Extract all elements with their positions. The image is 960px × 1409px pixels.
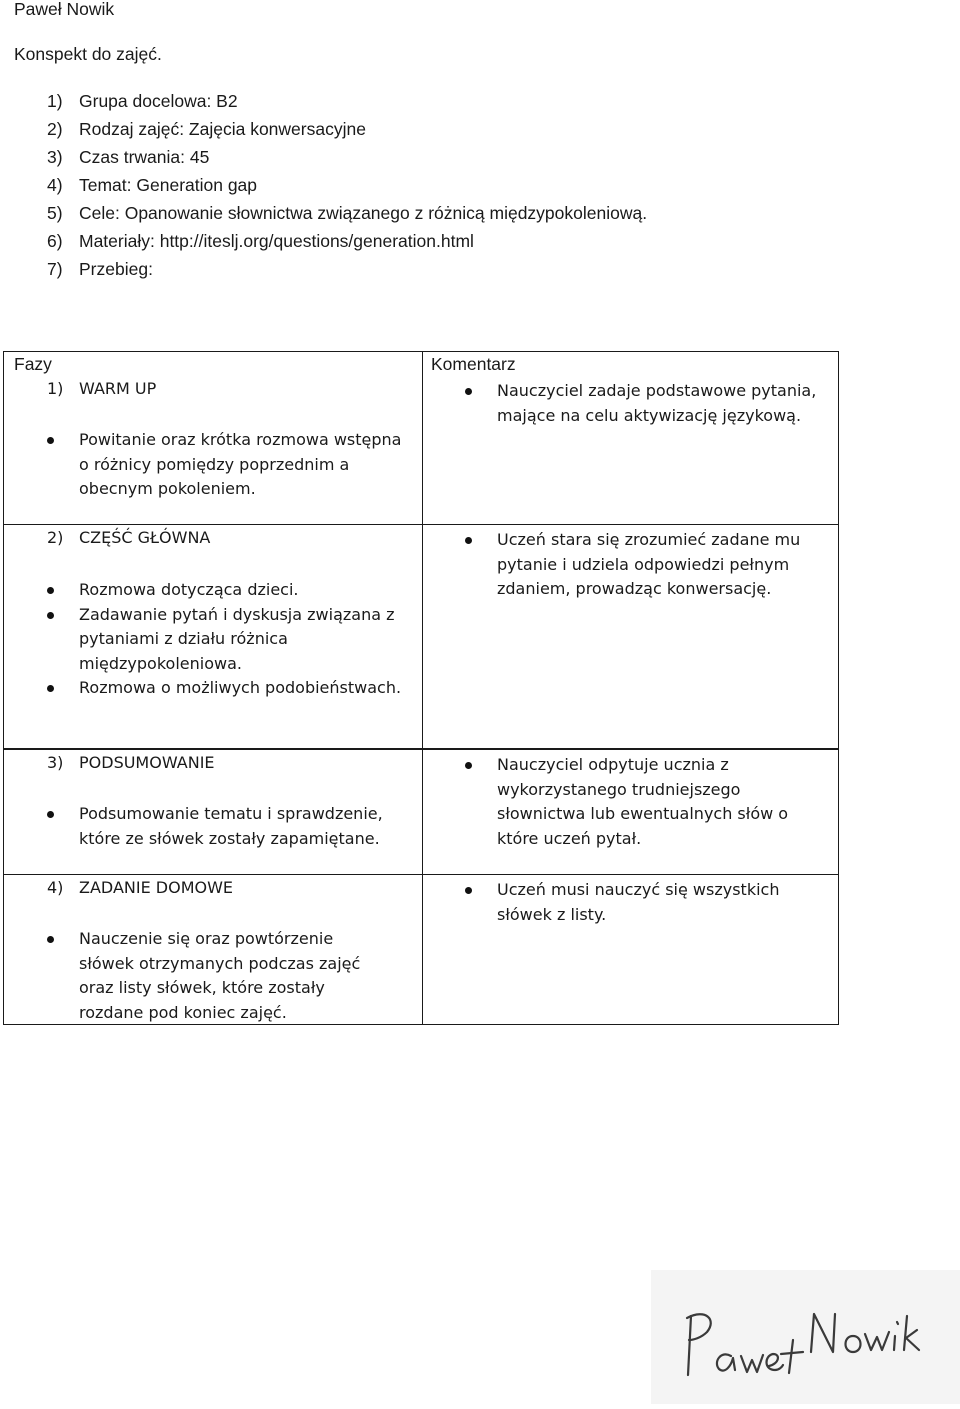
signature-image (651, 1270, 960, 1404)
outline-item-number: 4) (47, 175, 63, 195)
document-subtitle: Konspekt do zajęć. (14, 44, 162, 64)
outline-item-text: Cele: Opanowanie słownictwa związanego z różnicą międzypokoleniową. (79, 203, 648, 223)
outline-item-text: Temat: Generation gap (79, 175, 258, 195)
bullet-icon (465, 887, 472, 894)
phase-items (47, 578, 412, 701)
phase-number: 2) (47, 528, 64, 547)
phase-comments (465, 878, 795, 927)
outline-item-text[interactable]: Materiały: http://iteslj.org/questions/generation.html (79, 231, 474, 251)
bullet-icon (47, 685, 54, 692)
bullet-icon (47, 936, 54, 943)
phase-number: 3) (47, 753, 64, 772)
outline-item-number: 5) (47, 203, 63, 223)
list-item: Uczeń musi nauczyć się wszystkich słówek z listy. (465, 878, 795, 927)
list-item: Nauczenie się oraz powtórzenie słówek otrzymanych podczas zajęć oraz listy słówek, które zostały rozdane pod koniec zajęć. (47, 927, 392, 1025)
handwritten-signature (651, 1270, 960, 1404)
bullet-icon (465, 537, 472, 544)
outline-item-text: Grupa docelowa: B2 (79, 91, 238, 111)
phase-title: ZADANIE DOMOWE (79, 878, 234, 897)
outline-item-number: 1) (47, 91, 63, 111)
outline-item-number: 3) (47, 147, 63, 167)
list-item: Rozmowa o możliwych podobieństwach. (47, 676, 412, 701)
bullet-icon (47, 612, 54, 619)
phase-comments (465, 379, 825, 428)
phase-title: WARM UP (79, 379, 157, 398)
phase-number: 4) (47, 878, 64, 897)
bullet-icon (465, 762, 472, 769)
phase-title: PODSUMOWANIE (79, 753, 215, 772)
author-name: Paweł Nowik (14, 0, 115, 19)
outline-item-text: Rodzaj zajęć: Zajęcia konwersacyjne (79, 119, 366, 139)
phase-items (47, 802, 412, 851)
outline-item-text: Czas trwania: 45 (79, 147, 210, 167)
list-item: Zadawanie pytań i dyskusja związana z pytaniami z działu różnica międzypokoleniowa. (47, 603, 412, 677)
bullet-icon (47, 811, 54, 818)
outline-item-text: Przebieg: (79, 259, 153, 279)
list-item: Rozmowa dotycząca dzieci. (47, 578, 412, 603)
row-divider (3, 874, 839, 875)
list-item: Powitanie oraz krótka rozmowa wstępna o różnicy pomiędzy poprzednim a obecnym pokoleniem. (47, 428, 407, 502)
list-item: Nauczyciel zadaje podstawowe pytania, mające na celu aktywizację językową. (465, 379, 825, 428)
bullet-icon (47, 587, 54, 594)
phase-number: 1) (47, 379, 64, 398)
bullet-icon (465, 388, 472, 395)
column-divider (422, 351, 423, 749)
phase-title: CZĘŚĆ GŁÓWNA (79, 528, 211, 547)
list-item: Nauczyciel odpytuje ucznia z wykorzystanego trudniejszego słownictwa lub ewentualnych słów o które uczeń pytał. (465, 753, 805, 851)
column-header-phases: Fazy (14, 354, 52, 374)
column-divider (422, 749, 423, 1025)
outline-item-number: 7) (47, 259, 63, 279)
phase-comments (465, 753, 805, 851)
outline-item-number: 2) (47, 119, 63, 139)
phase-items (47, 927, 392, 1025)
outline-item-number: 6) (47, 231, 63, 251)
list-item: Podsumowanie tematu i sprawdzenie, które ze słówek zostały zapamiętane. (47, 802, 412, 851)
bullet-icon (47, 437, 54, 444)
column-header-comment: Komentarz (431, 354, 516, 374)
phase-comments (465, 528, 805, 602)
row-divider (3, 524, 839, 525)
phase-items (47, 428, 407, 502)
list-item: Uczeń stara się zrozumieć zadane mu pytanie i udziela odpowiedzi pełnym zdaniem, prowadząc konwersację. (465, 528, 805, 602)
